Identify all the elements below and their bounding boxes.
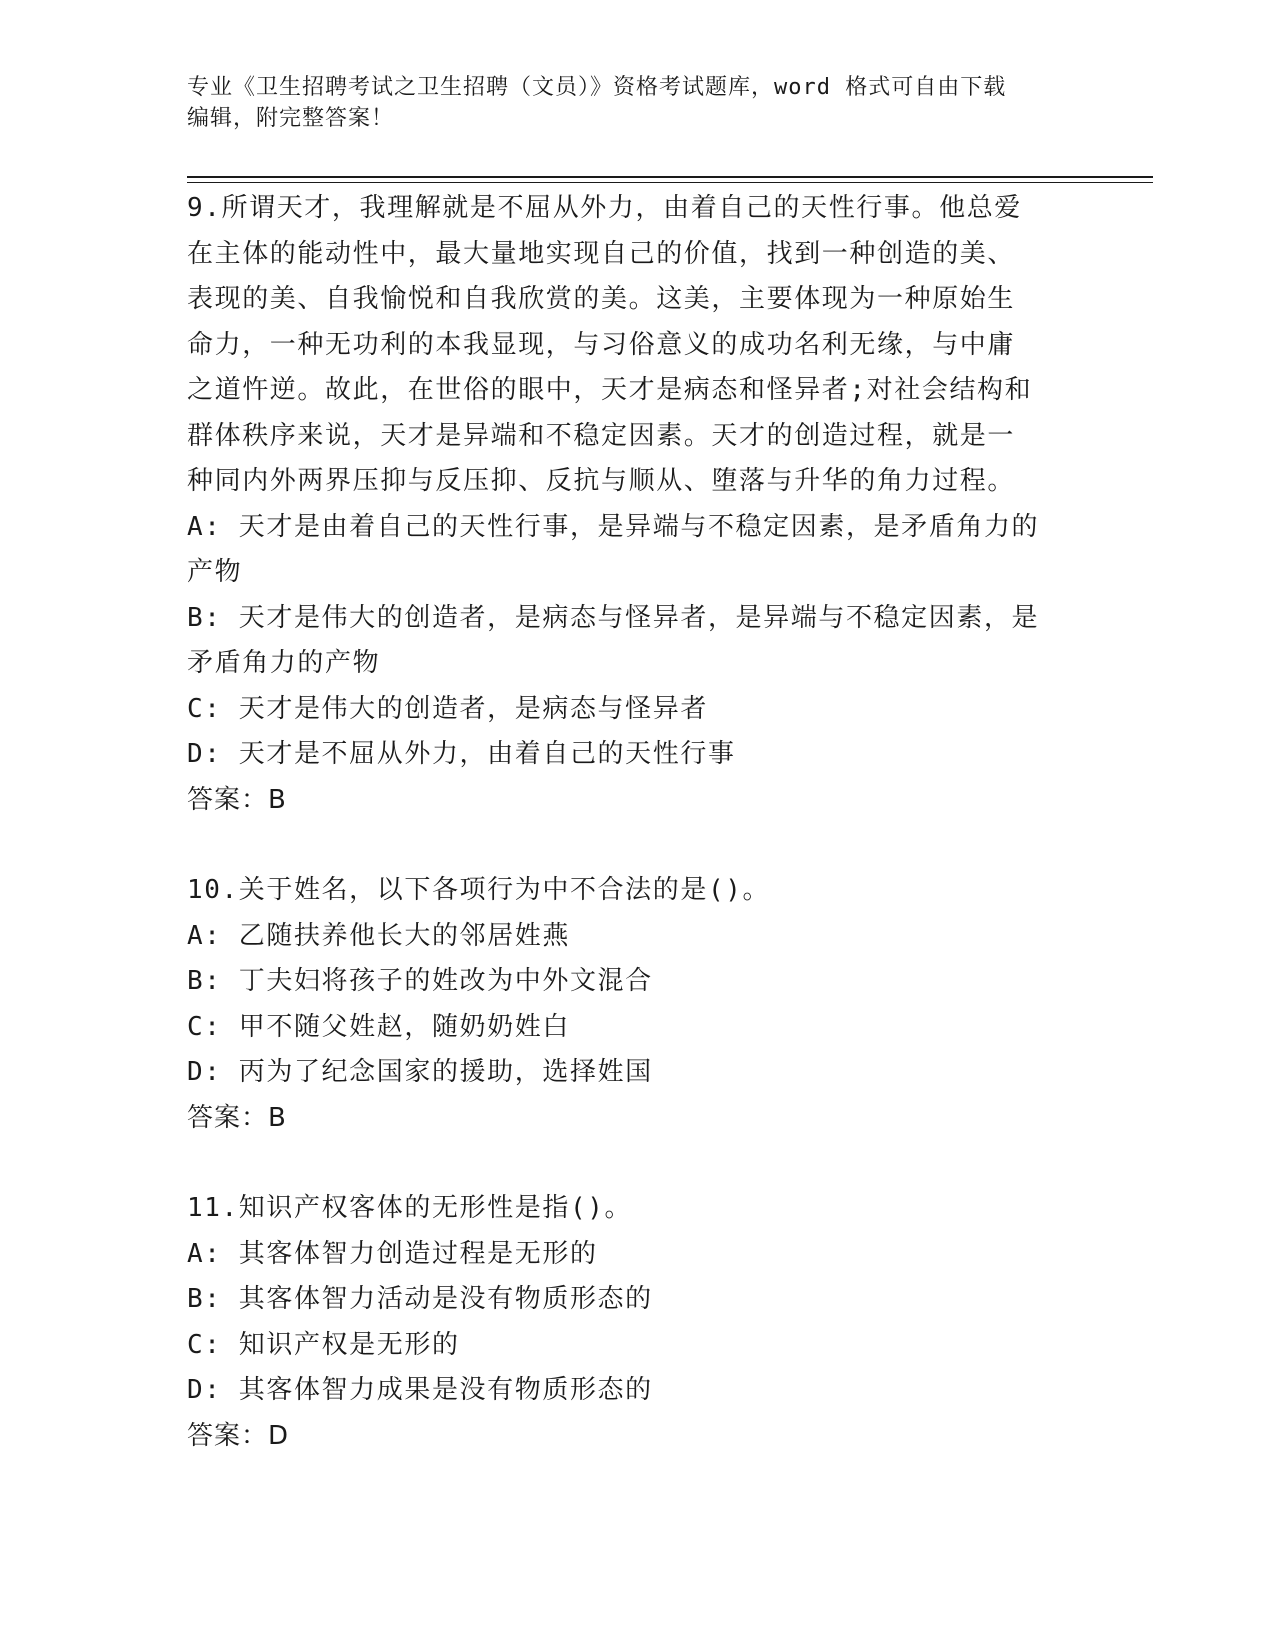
option-b: B: 丁夫妇将孩子的姓改为中外文混合 <box>187 966 653 996</box>
option-a: A: 天才是由着自己的天性行事，是异端与不稳定因素，是矛盾角力的 <box>187 511 1040 542</box>
option-a: A: 乙随扶养他长大的邻居姓燕 <box>187 920 570 951</box>
option-c: C: 甲不随父姓赵，随奶奶姓白 <box>187 1011 570 1042</box>
option-c: C: 知识产权是无形的 <box>187 1329 460 1360</box>
option-d: D: 丙为了纪念国家的援助，选择姓国 <box>187 1057 653 1087</box>
option-b: B: 其客体智力活动是没有物质形态的 <box>187 1284 653 1314</box>
header-line-2: 编辑，附完整答案！ <box>187 106 395 131</box>
answer-line: 答案：D <box>187 1420 290 1451</box>
question-stem-line: 表现的美、自我愉悦和自我欣赏的美。这美，主要体现为一种原始生 <box>187 284 1016 314</box>
question-stem-line: 种同内外两界压抑与反压抑、反抗与顺从、堕落与升华的角力过程。 <box>187 466 1016 496</box>
question-11 <box>187 1186 1087 1459</box>
answer-line: 答案：B <box>187 1102 287 1133</box>
header-divider-thick <box>187 176 1153 178</box>
question-stem-line: 10.关于姓名，以下各项行为中不合法的是()。 <box>187 875 771 905</box>
question-10 <box>187 868 1087 1141</box>
option-a: A: 其客体智力创造过程是无形的 <box>187 1238 598 1269</box>
option-c: C: 天才是伟大的创造者，是病态与怪异者 <box>187 693 708 724</box>
document-header <box>187 72 1087 134</box>
question-spacer <box>187 1141 1087 1186</box>
question-stem-line: 在主体的能动性中，最大量地实现自己的价值，找到一种创造的美、 <box>187 238 1016 269</box>
question-stem-line: 命力，一种无功利的本我显现，与习俗意义的成功名利无缘，与中庸 <box>187 329 1016 360</box>
question-stem-line: 9.所谓天才，我理解就是不屈从外力，由着自己的天性行事。他总爱 <box>187 193 1022 223</box>
question-stem-line: 11.知识产权客体的无形性是指()。 <box>187 1193 633 1223</box>
question-9 <box>187 186 1087 823</box>
question-stem-line: 群体秩序来说，天才是异端和不稳定因素。天才的创造过程，就是一 <box>187 420 1016 451</box>
header-divider-thin <box>187 182 1153 183</box>
question-stem-line: 之道忤逆。故此，在世俗的眼中，天才是病态和怪异者;对社会结构和 <box>187 375 1033 405</box>
option-b: B: 天才是伟大的创造者，是病态与怪异者，是异端与不稳定因素，是 <box>187 602 1040 633</box>
answer-line: 答案：B <box>187 784 287 815</box>
option-a-continued: 产物 <box>187 557 243 587</box>
question-list <box>187 186 1087 1459</box>
option-d: D: 天才是不屈从外力，由着自己的天性行事 <box>187 739 736 769</box>
header-line-1: 专业《卫生招聘考试之卫生招聘（文员）》资格考试题库，word 格式可自由下载 <box>187 75 1007 100</box>
option-b-continued: 矛盾角力的产物 <box>187 648 381 678</box>
question-spacer <box>187 823 1087 868</box>
option-d: D: 其客体智力成果是没有物质形态的 <box>187 1375 653 1405</box>
